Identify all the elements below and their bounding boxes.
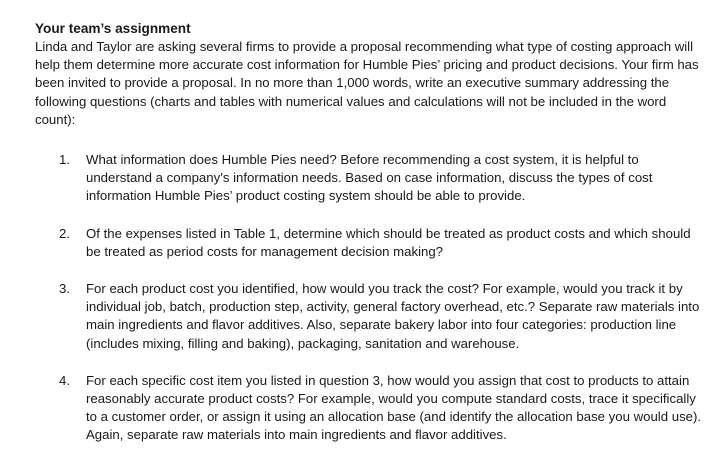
- question-text: Of the expenses listed in Table 1, determine which should be treated as product costs and which should be treated as period costs for management decision making?: [86, 225, 691, 259]
- question-text: For each product cost you identified, how would you track the cost? For example, would you track it by individual job, batch, production step, activity, general factory overhead, etc.? Separate raw materials into main ingredients and flavor additives. Also, separate bakery labor into four categories: production line (includes mixing, filling and baking), packaging, sanitation and warehouse.: [86, 281, 700, 351]
- question-item-1: [35, 151, 707, 206]
- question-number: 4.: [59, 372, 70, 388]
- assignment-heading: Your team’s assignment: [35, 21, 191, 36]
- question-item-2: [35, 225, 707, 261]
- question-text: For each specific cost item you listed in question 3, how would you assign that cost to products to attain reasonably accurate product costs? For example, would you compute standard costs, trace it specifically to a customer order, or assign it using an allocation base (and identify the allocation base you would use). Again, separate raw materials into main ingredients and flavor additives.: [86, 372, 702, 443]
- question-item-4: [35, 372, 707, 445]
- question-item-3: [35, 280, 707, 353]
- question-number: 1.: [59, 152, 70, 168]
- question-list: [35, 151, 707, 445]
- question-text: What information does Humble Pies need? Before recommending a cost system, it is helpful to understand a company’s information needs. Based on case information, discuss the types of cost information Humble Pies’ product costing system should be able to provide.: [86, 152, 653, 204]
- intro-paragraph: Linda and Taylor are asking several firms to provide a proposal recommending what type of costing approach will help them determine more accurate cost information for Humble Pies’ pricing and product decisions. Your firm has been invited to provide a proposal. In no more than 1,000 words, write an executive summary addressing the following questions (charts and tables with numerical values and calculations will not be included in the word count):: [35, 39, 699, 127]
- question-number: 3.: [59, 281, 70, 297]
- question-number: 2.: [59, 225, 70, 241]
- assignment-document: [35, 20, 707, 464]
